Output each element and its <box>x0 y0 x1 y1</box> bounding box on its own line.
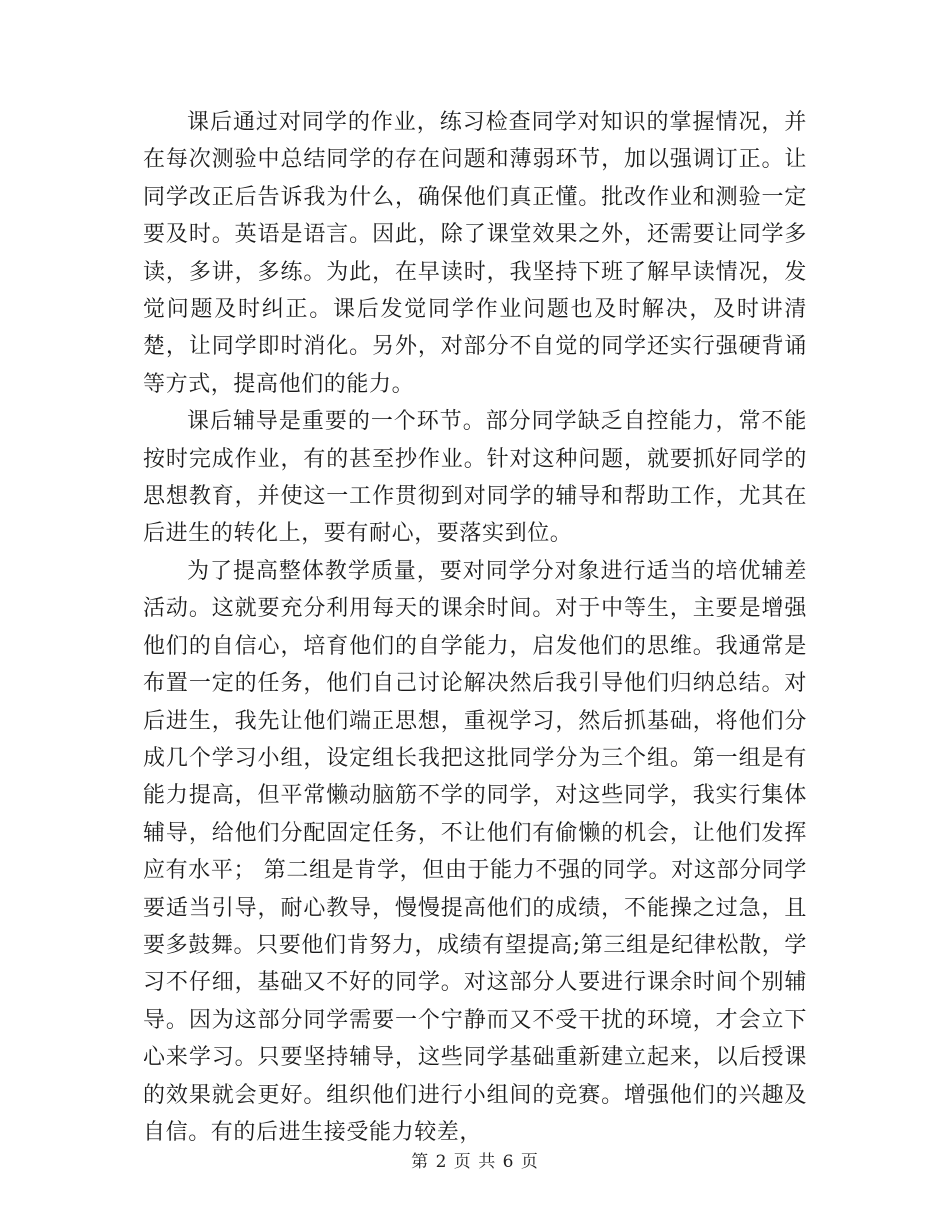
paragraph-after-class-tutoring: 课后辅导是重要的一个环节。部分同学缺乏自控能力，常不能按时完成作业，有的甚至抄作业。针对这种问题，就要抓好同学的思想教育，并使这一工作贯彻到对同学的辅导和帮助工作，尤其在后进生的转化上，要有耐心，要落实到位。 <box>143 409 807 547</box>
page-number-footer: 第 2 页 共 6 页 <box>411 1152 539 1172</box>
document-body <box>143 104 807 1151</box>
paragraph-after-class-review: 课后通过对同学的作业，练习检查同学对知识的掌握情况，并在每次测验中总结同学的存在问题和薄弱环节，加以强调订正。让同学改正后告诉我为什么，确保他们真正懂。批改作业和测验一定要及时。英语是语言。因此，除了课堂效果之外，还需要让同学多读，多讲，多练。为此，在早读时，我坚持下班了解早读情况，发觉问题及时纠正。课后发觉同学作业问题也及时解决，及时讲清楚，让同学即时消化。另外，对部分不自觉的同学还实行强硬背诵等方式，提高他们的能力。 <box>143 110 807 397</box>
paragraph-teaching-quality: 为了提高整体教学质量，要对同学分对象进行适当的培优辅差活动。这就要充分利用每天的课余时间。对于中等生，主要是增强他们的自信心，培育他们的自学能力，启发他们的思维。我通常是布置一定的任务，他们自己讨论解决然后我引导他们归纳总结。对后进生，我先让他们端正思想，重视学习，然后抓基础，将他们分成几个学习小组，设定组长我把这批同学分为三个组。第一组是有能力提高，但平常懒动脑筋不学的同学，对这些同学，我实行集体辅导，给他们分配固定任务，不让他们有偷懒的机会，让他们发挥应有水平； 第二组是肯学，但由于能力不强的同学。对这部分同学要适当引导，耐心教导，慢慢提高他们的成绩，不能操之过急，且要多鼓舞。只要他们肯努力，成绩有望提高;第三组是纪律松散，学习不仔细，基础又不好的同学。对这部分人要进行课余时间个别辅导。因为这部分同学需要一个宁静而又不受干扰的环境，才会立下心来学习。只要坚持辅导，这些同学基础重新建立起来，以后授课的效果就会更好。组织他们进行小组间的竞赛。增强他们的兴趣及自信。有的后进生接受能力较差， <box>143 558 807 1145</box>
